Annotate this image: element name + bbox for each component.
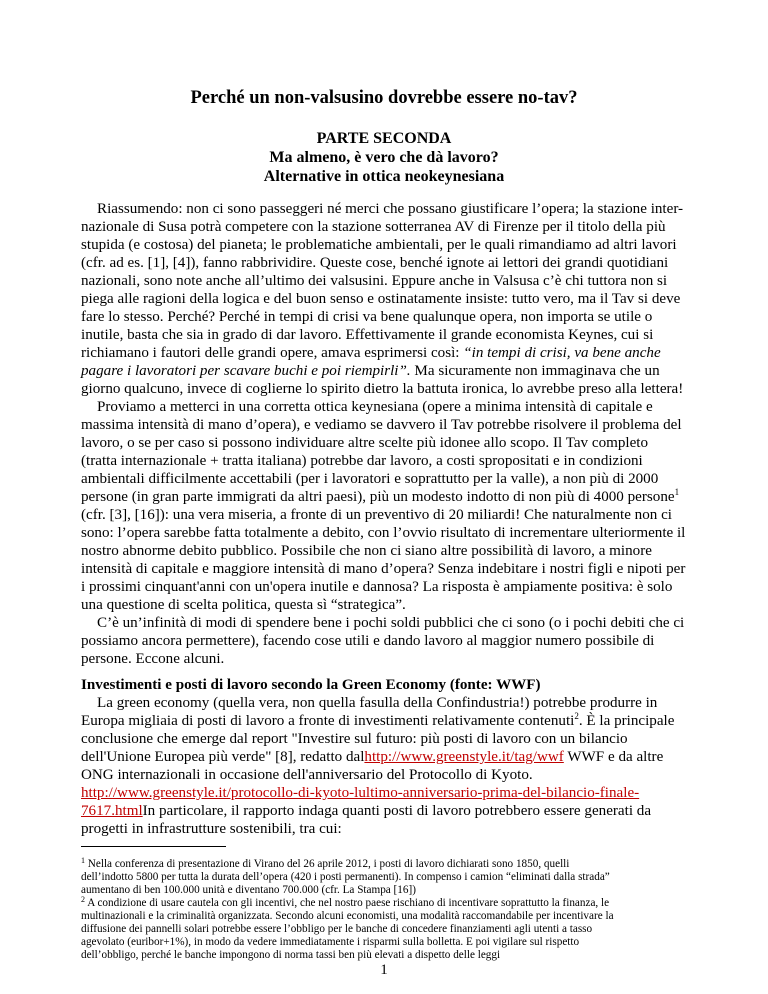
paragraph-line <box>81 488 679 506</box>
paragraph-line: Riassumendo: non ci sono passeggeri né merci che possano giustificare l’opera; la stazione inter- <box>97 201 684 217</box>
section-heading: Investimenti e posti di lavoro secondo la Green Economy (fonte: WWF) <box>81 677 541 693</box>
paragraph-line: lavoro, o se per caso si possono individuare altre scelte più idonee allo scopo. Il Tav completo <box>81 435 649 451</box>
paragraph-line: (cfr. [3], [16]): una vera miseria, a fronte di un preventivo di 20 miliardi! Che naturalmente non ci <box>81 507 672 523</box>
footnote-line: agevolato (euribor+1%), in modo da vedere immediatamente i risparmi sulla bolletta. E poi vigilare sul rispetto <box>81 936 580 948</box>
text-run: richiamano i fautori delle grandi opere, amava esprimersi così: <box>81 345 464 361</box>
paragraph-line: (tratta internazionale + tratta italiana) potrebbe dar lavoro, a costi spropositati e in condizioni <box>81 453 643 469</box>
footnote-text: A condizione di usare cautela con gli incentivi, che nel nostro paese rischiano di incentivare soprattutto la finanza, le <box>87 897 610 909</box>
keynes-quote: “in tempi di crisi, va bene anche <box>463 345 661 361</box>
paragraph-line: nostro abnorme debito pubblico. Possibile che non ci siano altre possibilità di lavoro, a minore <box>81 543 652 559</box>
kyoto-link[interactable]: http://www.greenstyle.it/protocollo-di-kyoto-lultimo-anniversario-prima-del-bilancio-finale- <box>81 785 640 801</box>
paragraph-line <box>81 784 639 802</box>
text-run: persone (in gran parte immigrati da altri paesi), più un modesto indotto di non più di 4000 persone <box>81 489 675 505</box>
paragraph-line: (cfr. ad es. [1], [4]), fanno rabbrividire. Queste cose, benché ignote ai lettori dei grandi quotidiani <box>81 255 669 271</box>
footnote-ref[interactable]: 1 <box>674 487 680 497</box>
footnote-text: Nella conferenza di presentazione di Virano del 26 aprile 2012, i posti di lavoro dichiarati sono 1850, quelli <box>87 858 570 870</box>
paragraph-line: giorno qualcuno, invece di coglierne lo spirito dietro la battuta ironica, lo avrebbe preso alla lettera! <box>81 381 684 397</box>
part-heading: PARTE SECONDA <box>316 130 452 147</box>
paragraph-line: piega alle ragioni della logica e del buon senso e ostinatamente insiste: tutto vero, ma il Tav si deve <box>81 291 681 307</box>
footnote-number: 2 <box>81 895 85 904</box>
paragraph-line: stupida (e costosa) del pianeta; le problematiche ambientali, per le quali rimandiamo ad altri lavori <box>81 237 677 253</box>
paragraph-line <box>81 712 674 730</box>
keynes-quote: pagare i lavoratori per scavare buchi e poi riempirli”. <box>81 363 411 379</box>
footnote-1 <box>81 858 569 871</box>
text-run: Ma sicuramente non immaginava che un <box>410 363 660 379</box>
paragraph-line: persone. Eccone alcuni. <box>81 651 225 667</box>
footnote-line: dell’indotto 5800 per tutta la durata dell’opera (420 i posti permanenti). In compenso i camion “eliminati dalla strada” <box>81 871 610 883</box>
footnote-separator <box>81 846 226 847</box>
paragraph-line: nazionale di Susa potrà competere con la stazione sotterranea AV di Firenze per il titolo della più <box>81 219 666 235</box>
paragraph-line: i prossimi cinquant'anni con un'opera inutile e dannosa? La risposta è ampiamente positiva: è solo <box>81 579 673 595</box>
paragraph-line <box>81 344 661 362</box>
paragraph-line: inutile, basta che sia in grado di dar lavoro. Effettivamente il grande economista Keynes, cui si <box>81 327 654 343</box>
page-number: 1 <box>380 962 388 978</box>
footnote-number: 1 <box>81 856 85 865</box>
text-run: dell'Unione Europea più verde" [8], redatto dal <box>81 749 365 765</box>
paragraph-line <box>81 362 660 380</box>
footnote-line: multinazionali e la criminalità organizzata. Secondo alcuni economisti, una modalità raccomandabile per incentivare la <box>81 910 614 922</box>
kyoto-link-continued[interactable]: 7617.html <box>81 803 143 819</box>
paragraph-line <box>81 802 651 820</box>
text-run: . È la principale <box>578 713 675 729</box>
paragraph-line: fare lo stesso. Perché? Perché in tempi di crisi va bene qualunque opera, non importa se utile o <box>81 309 653 325</box>
paragraph-line: intensità di capitale e maggiore intensità di mano d’opera? Senza indebitare i nostri figli e nipoti per <box>81 561 686 577</box>
paragraph-line: massima intensità di mano d’opera), e vediamo se davvero il Tav potrebbe risolvere il problema del <box>81 417 682 433</box>
paragraph-line: conclusione che emerge dal report "Investire sul futuro: più posti di lavoro con un bilancio <box>81 731 628 747</box>
document-title: Perché un non-valsusino dovrebbe essere no-tav? <box>190 88 578 108</box>
paragraph-line: possiamo ancora permettere), facendo cose utili e dando lavoro al maggior numero possibile di <box>81 633 655 649</box>
section-subtitle: Alternative in ottica neokeynesiana <box>263 168 505 185</box>
paragraph-line <box>81 748 663 766</box>
footnote-line: aumentano di ben 100.000 unità e diventano 700.000 (cfr. La Stampa [16]) <box>81 884 416 896</box>
paragraph-line: ambientali difficilmente accettabili (per i lavoratori e soprattutto per la valle), a non più di 2000 <box>81 471 659 487</box>
text-run: In particolare, il rapporto indaga quanti posti di lavoro potrebbero essere generati da <box>142 803 652 819</box>
text-run: WWF e da altre <box>563 749 664 765</box>
text-run: Europa migliaia di posti di lavoro a fronte di investimenti relativamente contenuti <box>81 713 575 729</box>
paragraph-line: una questione di scelta politica, questa sì “strategica”. <box>81 597 406 613</box>
paragraph-line: La green economy (quella vera, non quella fasulla della Confindustria!) potrebbe produrre in <box>97 695 658 711</box>
footnote-line: diffusione dei pannelli solari potrebbe essere l’obbligo per le banche di concedere finanziamenti agli utenti a tasso <box>81 923 593 935</box>
paragraph-line: sono: l’opera sarebbe fatta totalmente a debito, con l’ovvio risultato di incrementare ulteriormente il <box>81 525 686 541</box>
section-question: Ma almeno, è vero che dà lavoro? <box>269 149 499 166</box>
footnote-2 <box>81 897 609 910</box>
footnote-line: dell’obbligo, perché le banche impongono di norma tassi ben più elevati a dispetto delle leggi <box>81 949 501 961</box>
footnote-ref[interactable]: 2 <box>574 711 579 721</box>
paragraph-line: Proviamo a metterci in una corretta ottica keynesiana (opere a minima intensità di capitale e <box>97 399 653 415</box>
paragraph-line: progetti in infrastrutture sostenibili, tra cui: <box>81 821 342 837</box>
paragraph-line: ONG internazionali in occasione dell'anniversario del Protocollo di Kyoto. <box>81 767 533 783</box>
paragraph-line: nazionali, sono note anche all’ultimo dei valsusini. Eppure anche in Valsusa c’è chi tuttora non si <box>81 273 668 289</box>
wwf-link[interactable]: http://www.greenstyle.it/tag/wwf <box>364 749 564 765</box>
paragraph-line: C’è un’infinità di modi di spendere bene i pochi soldi pubblici che ci sono (o i pochi debiti che ci <box>97 615 685 631</box>
